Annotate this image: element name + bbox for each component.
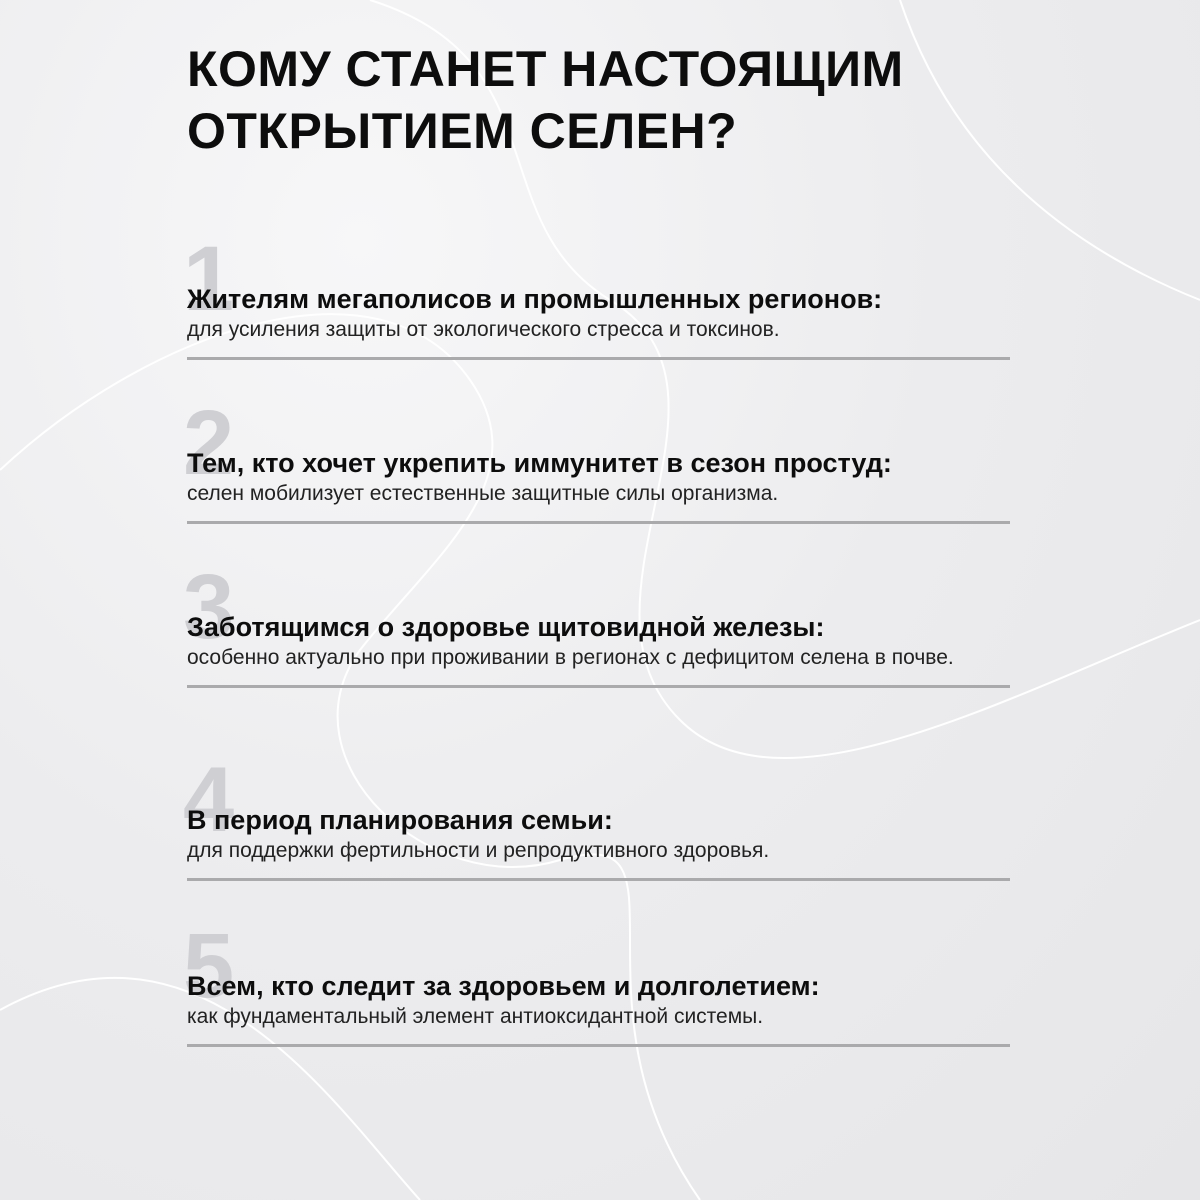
divider xyxy=(187,878,1010,881)
item-text: как фундаментальный элемент антиоксидантной системы. xyxy=(187,1005,764,1028)
item-number: 5 xyxy=(183,915,235,1017)
title-line-2: ОТКРЫТИЕМ СЕЛЕН? xyxy=(187,103,738,159)
item-text: для поддержки фертильности и репродуктивного здоровья. xyxy=(187,839,770,862)
divider xyxy=(187,1044,1010,1047)
item-number: 4 xyxy=(183,749,235,851)
list-item xyxy=(183,392,1010,524)
item-text: для усиления защиты от экологического стресса и токсинов. xyxy=(187,318,780,341)
item-heading: В период планирования семьи: xyxy=(187,805,613,835)
divider xyxy=(187,685,1010,688)
list-item xyxy=(183,556,1010,688)
list-item xyxy=(183,749,1010,881)
item-heading: Жителям мегаполисов и промышленных регионов: xyxy=(187,284,883,314)
list-item xyxy=(183,228,1010,360)
item-heading: Всем, кто следит за здоровьем и долголетием: xyxy=(187,971,820,1001)
page-title xyxy=(187,38,904,162)
item-text: селен мобилизует естественные защитные силы организма. xyxy=(187,482,779,505)
divider xyxy=(187,357,1010,360)
title-line-1: КОМУ СТАНЕТ НАСТОЯЩИМ xyxy=(187,41,904,97)
item-number: 3 xyxy=(183,556,235,658)
item-number: 2 xyxy=(183,392,235,494)
item-text: особенно актуально при проживании в регионах с дефицитом селена в почве. xyxy=(187,646,954,669)
item-heading: Тем, кто хочет укрепить иммунитет в сезон простуд: xyxy=(187,448,892,478)
list-item xyxy=(183,915,1010,1047)
divider xyxy=(187,521,1010,524)
item-number: 1 xyxy=(183,228,235,330)
item-heading: Заботящимся о здоровье щитовидной железы: xyxy=(187,612,825,642)
